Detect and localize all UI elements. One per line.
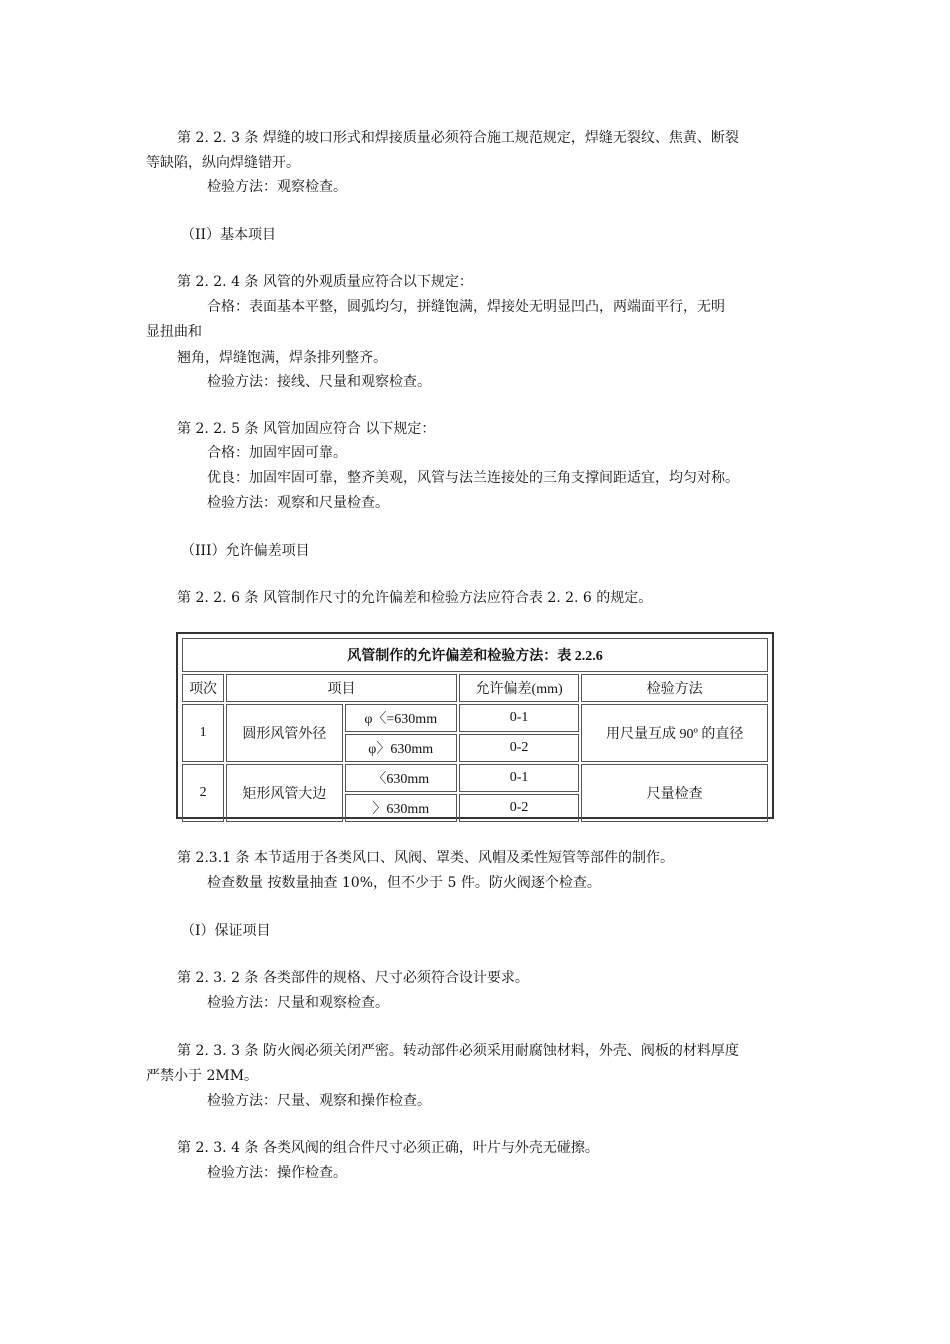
row-2-sub-a: 〈630mm <box>345 764 457 792</box>
clause-2-2-5-good: 优良：加固牢固可靠，整齐美观，风管与法兰连接处的三角支撑间距适宜，均匀对称。 <box>207 470 739 486</box>
row-1-tol-b: 0-2 <box>459 734 579 762</box>
row-2-no: 2 <box>182 764 224 822</box>
clause-2-2-3-method: 检验方法：观察检查。 <box>207 179 347 195</box>
clause-2-2-6: 第 2. 2. 6 条 风管制作尺寸的允许偏差和检验方法应符合表 2. 2. 6 的规定。 <box>177 590 653 606</box>
header-method: 检验方法 <box>581 674 768 702</box>
tolerance-table <box>176 632 774 819</box>
section-heading-basic-items: （II）基本项目 <box>181 227 277 243</box>
row-1-no: 1 <box>182 704 224 762</box>
clause-2-2-3: 第 2. 2. 3 条 焊缝的坡口形式和焊接质量必须符合施工规范规定，焊缝无裂纹、焦黄、断裂 <box>177 130 739 146</box>
clause-2-3-4-method: 检验方法：操作检查。 <box>207 1165 347 1181</box>
row-1-tol-a: 0-1 <box>459 704 579 732</box>
header-item-no: 项次 <box>182 674 224 702</box>
clause-2-2-4-pass-cont: 显扭曲和 <box>146 324 202 340</box>
header-item: 项目 <box>226 674 457 702</box>
header-tolerance: 允许偏差(mm) <box>459 674 579 702</box>
section-heading-tolerance-items: （III）允许偏差项目 <box>181 543 310 559</box>
clause-2-3-3-cont: 严禁小于 2MM。 <box>146 1068 259 1084</box>
row-1-sub-a: φ〈=630mm <box>345 704 457 732</box>
table-caption: 风管制作的允许偏差和检验方法：表 2.2.6 <box>182 638 768 672</box>
clause-2-3-3: 第 2. 3. 3 条 防火阀必须关闭严密。转动部件必须采用耐腐蚀材料，外壳、阀板的材料厚度 <box>177 1043 739 1059</box>
clause-2-2-4-method: 检验方法：接线、尺量和观察检查。 <box>207 374 431 390</box>
clause-2-2-5-method: 检验方法：观察和尺量检查。 <box>207 495 389 511</box>
clause-2-2-4-pass-cont2: 翘角，焊缝饱满，焊条排列整齐。 <box>177 350 387 366</box>
clause-2-2-4: 第 2. 2. 4 条 风管的外观质量应符合以下规定： <box>177 274 473 290</box>
clause-2-2-3-cont: 等缺陷，纵向焊缝错开。 <box>146 155 300 171</box>
section-heading-guarantee-items: （I）保证项目 <box>181 923 271 939</box>
row-2-method: 尺量检查 <box>581 764 768 822</box>
row-2-item: 矩形风管大边 <box>226 764 342 822</box>
clause-2-2-5-pass: 合格：加固牢固可靠。 <box>207 445 347 461</box>
row-1-item: 圆形风管外径 <box>226 704 342 762</box>
clause-2-3-2-method: 检验方法：尺量和观察检查。 <box>207 995 389 1011</box>
row-2-tol-b: 0-2 <box>459 794 579 822</box>
clause-2-2-5: 第 2. 2. 5 条 风管加固应符合 以下规定： <box>177 421 436 437</box>
clause-2-3-1-quantity: 检查数量 按数量抽查 10%，但不少于 5 件。防火阀逐个检查。 <box>207 875 601 891</box>
row-2-sub-b: 〉630mm <box>345 794 457 822</box>
row-1-method: 用尺量互成 90º 的直径 <box>581 704 768 762</box>
clause-2-2-4-pass: 合格：表面基本平整，圆弧均匀，拼缝饱满，焊接处无明显凹凸，两端面平行，无明 <box>207 299 725 315</box>
clause-2-3-2: 第 2. 3. 2 条 各类部件的规格、尺寸必须符合设计要求。 <box>177 970 529 986</box>
clause-2-3-3-method: 检验方法：尺量、观察和操作检查。 <box>207 1093 431 1109</box>
clause-2-3-1: 第 2.3.1 条 本节适用于各类风口、风阀、罩类、风帽及柔性短管等部件的制作。 <box>177 850 674 866</box>
row-1-sub-b: φ〉630mm <box>345 734 457 762</box>
row-2-tol-a: 0-1 <box>459 764 579 792</box>
clause-2-3-4: 第 2. 3. 4 条 各类风阀的组合件尺寸必须正确，叶片与外壳无碰擦。 <box>177 1140 599 1156</box>
